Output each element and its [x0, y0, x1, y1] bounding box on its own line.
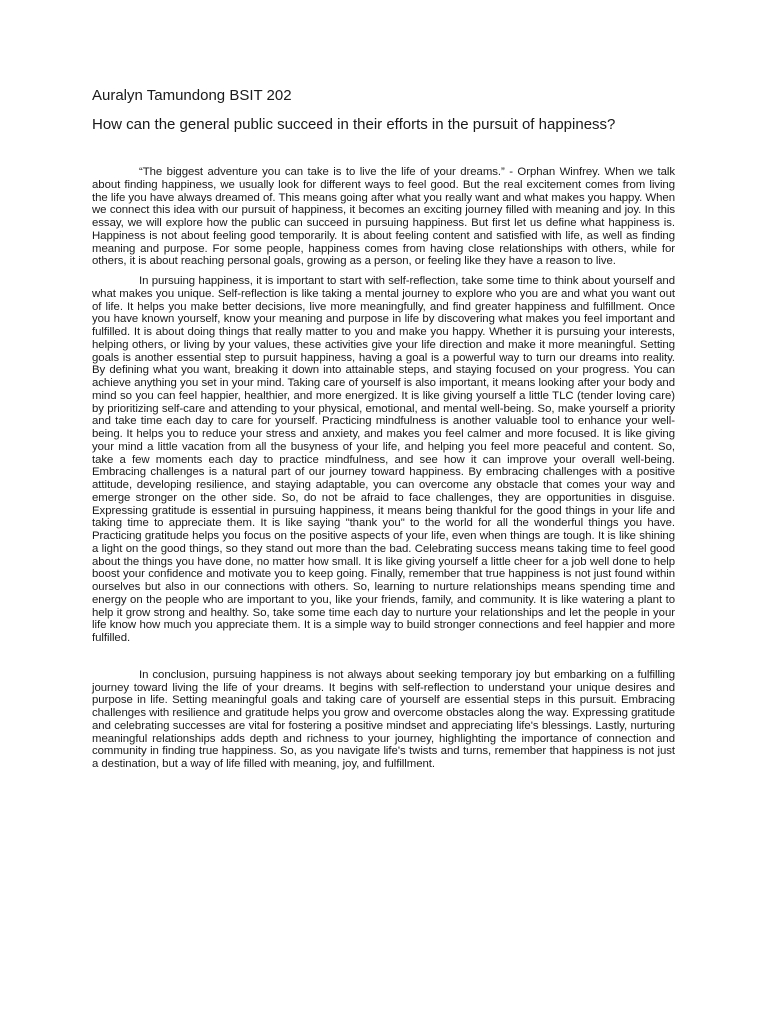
author-line: Auralyn Tamundong BSIT 202: [92, 87, 292, 104]
essay-question: How can the general public succeed in their efforts in the pursuit of happiness?: [92, 116, 616, 133]
paragraph-introduction: “The biggest adventure you can take is to live the life of your dreams.” - Orphan Winfrey. When we talk about finding happiness, we usually look for different ways to feel good. But the real excitement comes from living the life you have always dreamed of. This means going after what you really want and what makes you happy. When we connect this idea with our pursuit of happiness, it becomes an exciting journey filled with meaning and joy. In this essay, we will explore how the public can succeed in pursuing happiness. But first let us define what happiness is. Happiness is not about feeling good temporarily. It is about feeling content and satisfied with life, as well as finding meaning and purpose. For some people, happiness comes from having close relationships with others, while for others, it is about reaching personal goals, growing as a person, or feeling like they have a reason to live.: [92, 166, 675, 268]
paragraph-conclusion: In conclusion, pursuing happiness is not always about seeking temporary joy but embarking on a fulfilling journey toward living the life of your dreams. It begins with self-reflection to understand your unique desires and purpose in life. Setting meaningful goals and taking care of yourself are essential steps in this pursuit. Embracing challenges with resilience and gratitude helps you grow and overcome obstacles along the way. Expressing gratitude and celebrating successes are vital for fostering a positive mindset and appreciating life's blessings. Lastly, nurturing meaningful relationships adds depth and richness to your journey, highlighting the importance of connection and community in finding true happiness. So, as you navigate life's twists and turns, remember that happiness is not just a destination, but a way of life filled with meaning, joy, and fulfillment.: [92, 668, 675, 770]
paragraph-body: In pursuing happiness, it is important to start with self-reflection, take some time to think about yourself and what makes you unique. Self-reflection is like taking a mental journey to explore who you are and what you want out of life. It helps you make better decisions, live more meaningfully, and find greater happiness and fulfillment. Once you have known yourself, know your meaning and purpose in life by discovering what makes you feel important and fulfilled. It is about doing things that really matter to you and make you happy. Whether it is pursuing your interests, helping others, or living by your values, these activities give your life direction and make it more meaningful. Setting goals is another essential step to pursuit happiness, having a goal is a powerful way to turn our dreams into reality. By defining what you want, breaking it down into attainable steps, and staying focused on your progress. You can achieve anything you set in your mind. Taking care of yourself is also important, it means looking after your body and mind so you can feel happier, healthier, and more energized. It is like giving yourself a little TLC (tender loving care) by prioritizing self-care and attending to your physical, emotional, and mental well-being. So, make yourself a priority and take time each day to care for yourself. Practicing mindfulness is another valuable tool to enhance your well-being. It helps you to reduce your stress and anxiety, and makes you feel calmer and more focused. It is like giving your mind a little vacation from all the busyness of your life, and helping you feel more peaceful and content. So, take a few moments each day to practice mindfulness, and see how it can improve your overall well-being. Embracing challenges is a natural part of our journey toward happiness. By embracing challenges with a positive attitude, developing resilience, and staying adaptable, you can overcome any obstacle that comes your way and emerge stronger on the other side. So, do not be afraid to face challenges, they are opportunities in disguise. Expressing gratitude is essential in pursuing happiness, it means being thankful for the good things in your life and taking time to appreciate them. It is like saying "thank you" to the world for all the wonderful things you have. Practicing gratitude helps you focus on the positive aspects of your life, even when things are tough. It is like shining a light on the good things, so they stand out more than the bad. Celebrating success means taking time to feel good about the things you have done, no matter how small. It is like giving yourself a little cheer for a job well done to help boost your confidence and motivate you to keep going. Finally, remember that true happiness is not just found within ourselves but also in our connections with others. So, learning to nurture relationships means spending time and energy on the people who are important to you, like your friends, family, and community. It is like watering a plant to help it grow strong and healthy. So, take some time each day to nurture your relationships and let the people in your life know how much you appreciate them. It is a simple way to build stronger connections and feel happier and more fulfilled.: [92, 275, 675, 644]
essay-body: [92, 166, 675, 771]
